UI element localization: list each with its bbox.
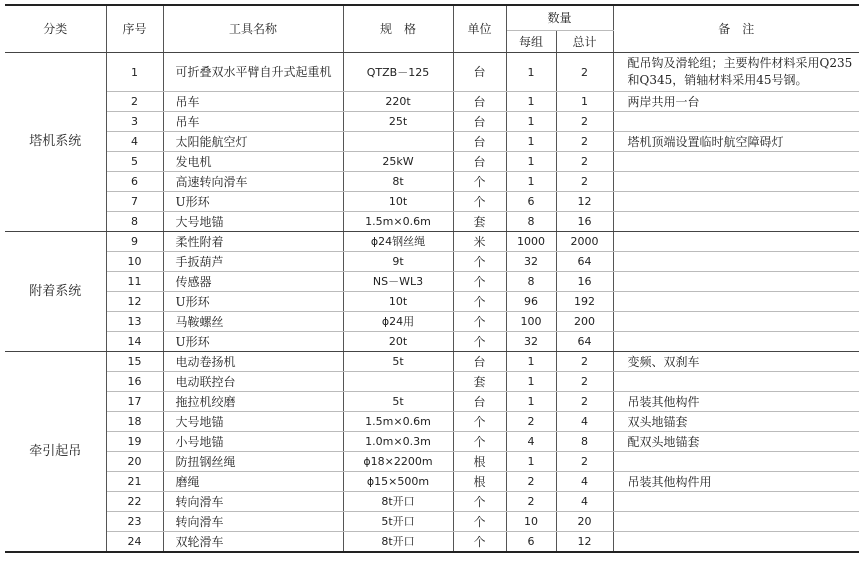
header-per-group: 每组 <box>506 31 556 53</box>
unit-cell: 套 <box>453 212 506 232</box>
remarks-cell: 两岸共用一台 <box>613 92 859 112</box>
seq-cell: 7 <box>106 192 163 212</box>
tool-name-cell: 小号地锚 <box>163 432 343 452</box>
total-cell: 16 <box>556 272 613 292</box>
spec-cell: 5t开口 <box>343 512 453 532</box>
tool-name-cell: 大号地锚 <box>163 212 343 232</box>
table-row <box>5 152 859 172</box>
per-group-cell: 4 <box>506 432 556 452</box>
unit-cell: 台 <box>453 53 506 92</box>
spec-cell: 10t <box>343 292 453 312</box>
table-row <box>5 232 859 252</box>
per-group-cell: 1 <box>506 352 556 372</box>
seq-cell: 4 <box>106 132 163 152</box>
seq-cell: 11 <box>106 272 163 292</box>
table-row <box>5 392 859 412</box>
tool-name-cell: 发电机 <box>163 152 343 172</box>
unit-cell: 个 <box>453 292 506 312</box>
tool-table-container <box>5 4 859 553</box>
spec-cell: ϕ18×2200m <box>343 452 453 472</box>
unit-cell: 台 <box>453 352 506 372</box>
remarks-cell <box>613 332 859 352</box>
category-cell: 塔机系统 <box>5 53 106 232</box>
total-cell: 2 <box>556 352 613 372</box>
remarks-cell: 吊装其他构件 <box>613 392 859 412</box>
table-row <box>5 272 859 292</box>
remarks-cell <box>613 312 859 332</box>
table-row <box>5 212 859 232</box>
table-row <box>5 472 859 492</box>
table-header <box>5 5 859 53</box>
tool-name-cell: 吊车 <box>163 92 343 112</box>
spec-cell: 1.5m×0.6m <box>343 212 453 232</box>
seq-cell: 18 <box>106 412 163 432</box>
remarks-cell <box>613 172 859 192</box>
unit-cell: 台 <box>453 112 506 132</box>
table-row <box>5 312 859 332</box>
remarks-cell: 配吊钩及滑轮组；主要构件材料采用Q235和Q345，销轴材料采用45号钢。 <box>613 53 859 92</box>
header-tool-name: 工具名称 <box>163 5 343 53</box>
per-group-cell: 2 <box>506 412 556 432</box>
remarks-cell <box>613 492 859 512</box>
spec-cell: 1.0m×0.3m <box>343 432 453 452</box>
spec-cell: 8t开口 <box>343 532 453 553</box>
seq-cell: 13 <box>106 312 163 332</box>
tool-name-cell: U形环 <box>163 192 343 212</box>
per-group-cell: 1000 <box>506 232 556 252</box>
tool-name-cell: 柔性附着 <box>163 232 343 252</box>
remarks-cell: 变频、双刹车 <box>613 352 859 372</box>
header-unit: 单位 <box>453 5 506 53</box>
total-cell: 2 <box>556 112 613 132</box>
seq-cell: 5 <box>106 152 163 172</box>
tool-name-cell: 磨绳 <box>163 472 343 492</box>
total-cell: 64 <box>556 252 613 272</box>
spec-cell: ϕ15×500m <box>343 472 453 492</box>
per-group-cell: 1 <box>506 53 556 92</box>
spec-cell: 25t <box>343 112 453 132</box>
per-group-cell: 10 <box>506 512 556 532</box>
per-group-cell: 6 <box>506 532 556 553</box>
seq-cell: 9 <box>106 232 163 252</box>
seq-cell: 22 <box>106 492 163 512</box>
total-cell: 12 <box>556 532 613 553</box>
spec-cell: 10t <box>343 192 453 212</box>
remarks-cell <box>613 252 859 272</box>
tool-name-cell: 高速转向滑车 <box>163 172 343 192</box>
tool-name-cell: 传感器 <box>163 272 343 292</box>
total-cell: 4 <box>556 472 613 492</box>
remarks-cell <box>613 452 859 472</box>
tool-name-cell: 马鞍螺丝 <box>163 312 343 332</box>
per-group-cell: 1 <box>506 392 556 412</box>
per-group-cell: 96 <box>506 292 556 312</box>
per-group-cell: 1 <box>506 452 556 472</box>
total-cell: 8 <box>556 432 613 452</box>
per-group-cell: 8 <box>506 212 556 232</box>
table-row <box>5 452 859 472</box>
unit-cell: 个 <box>453 532 506 553</box>
table-row <box>5 172 859 192</box>
tool-name-cell: 转向滑车 <box>163 512 343 532</box>
header-seq: 序号 <box>106 5 163 53</box>
per-group-cell: 100 <box>506 312 556 332</box>
total-cell: 2 <box>556 392 613 412</box>
tool-name-cell: 拖拉机绞磨 <box>163 392 343 412</box>
header-category: 分类 <box>5 5 106 53</box>
tool-name-cell: 防扭钢丝绳 <box>163 452 343 472</box>
table-row <box>5 132 859 152</box>
unit-cell: 台 <box>453 92 506 112</box>
tool-name-cell: 双轮滑车 <box>163 532 343 553</box>
per-group-cell: 1 <box>506 112 556 132</box>
unit-cell: 个 <box>453 252 506 272</box>
remarks-cell: 双头地锚套 <box>613 412 859 432</box>
remarks-cell <box>613 192 859 212</box>
table-row <box>5 92 859 112</box>
per-group-cell: 32 <box>506 252 556 272</box>
seq-cell: 12 <box>106 292 163 312</box>
unit-cell: 个 <box>453 332 506 352</box>
total-cell: 64 <box>556 332 613 352</box>
header-remarks: 备 注 <box>613 5 859 53</box>
remarks-cell <box>613 372 859 392</box>
remarks-cell <box>613 512 859 532</box>
header-quantity: 数量 <box>506 5 613 31</box>
per-group-cell: 6 <box>506 192 556 212</box>
total-cell: 200 <box>556 312 613 332</box>
seq-cell: 3 <box>106 112 163 132</box>
per-group-cell: 8 <box>506 272 556 292</box>
total-cell: 2 <box>556 172 613 192</box>
unit-cell: 台 <box>453 132 506 152</box>
seq-cell: 17 <box>106 392 163 412</box>
unit-cell: 米 <box>453 232 506 252</box>
tool-name-cell: 电动联控台 <box>163 372 343 392</box>
per-group-cell: 1 <box>506 372 556 392</box>
spec-cell: 5t <box>343 392 453 412</box>
table-row <box>5 432 859 452</box>
spec-cell: ϕ24用 <box>343 312 453 332</box>
unit-cell: 个 <box>453 492 506 512</box>
total-cell: 192 <box>556 292 613 312</box>
remarks-cell <box>613 212 859 232</box>
table-row <box>5 112 859 132</box>
total-cell: 4 <box>556 492 613 512</box>
spec-cell: 8t <box>343 172 453 192</box>
table-row <box>5 332 859 352</box>
per-group-cell: 1 <box>506 172 556 192</box>
table-row <box>5 252 859 272</box>
header-total: 总计 <box>556 31 613 53</box>
seq-cell: 1 <box>106 53 163 92</box>
per-group-cell: 2 <box>506 492 556 512</box>
total-cell: 2 <box>556 132 613 152</box>
spec-cell: 8t开口 <box>343 492 453 512</box>
total-cell: 12 <box>556 192 613 212</box>
unit-cell: 个 <box>453 312 506 332</box>
per-group-cell: 1 <box>506 132 556 152</box>
category-cell: 附着系统 <box>5 232 106 352</box>
per-group-cell: 1 <box>506 152 556 172</box>
spec-cell: 20t <box>343 332 453 352</box>
per-group-cell: 2 <box>506 472 556 492</box>
seq-cell: 19 <box>106 432 163 452</box>
per-group-cell: 1 <box>506 92 556 112</box>
tool-name-cell: 大号地锚 <box>163 412 343 432</box>
table-row <box>5 512 859 532</box>
per-group-cell: 32 <box>506 332 556 352</box>
category-cell: 牵引起吊 <box>5 352 106 553</box>
total-cell: 16 <box>556 212 613 232</box>
unit-cell: 个 <box>453 192 506 212</box>
spec-cell: ϕ24钢丝绳 <box>343 232 453 252</box>
seq-cell: 10 <box>106 252 163 272</box>
seq-cell: 23 <box>106 512 163 532</box>
remarks-cell: 吊装其他构件用 <box>613 472 859 492</box>
seq-cell: 24 <box>106 532 163 553</box>
tool-name-cell: U形环 <box>163 332 343 352</box>
total-cell: 2 <box>556 53 613 92</box>
unit-cell: 个 <box>453 272 506 292</box>
remarks-cell <box>613 232 859 252</box>
total-cell: 2000 <box>556 232 613 252</box>
unit-cell: 个 <box>453 412 506 432</box>
total-cell: 2 <box>556 452 613 472</box>
table-body <box>5 53 859 553</box>
unit-cell: 个 <box>453 512 506 532</box>
total-cell: 20 <box>556 512 613 532</box>
unit-cell: 个 <box>453 432 506 452</box>
total-cell: 2 <box>556 372 613 392</box>
seq-cell: 6 <box>106 172 163 192</box>
tool-name-cell: 手扳葫芦 <box>163 252 343 272</box>
tool-name-cell: 吊车 <box>163 112 343 132</box>
spec-cell: NS－WL3 <box>343 272 453 292</box>
unit-cell: 套 <box>453 372 506 392</box>
spec-cell: QTZB－125 <box>343 53 453 92</box>
seq-cell: 20 <box>106 452 163 472</box>
table-row <box>5 352 859 372</box>
remarks-cell <box>613 272 859 292</box>
spec-cell: 5t <box>343 352 453 372</box>
total-cell: 2 <box>556 152 613 172</box>
seq-cell: 21 <box>106 472 163 492</box>
table-row <box>5 192 859 212</box>
spec-cell <box>343 132 453 152</box>
total-cell: 1 <box>556 92 613 112</box>
seq-cell: 16 <box>106 372 163 392</box>
tool-name-cell: U形环 <box>163 292 343 312</box>
table-row <box>5 532 859 553</box>
tool-name-cell: 太阳能航空灯 <box>163 132 343 152</box>
remarks-cell: 塔机顶端设置临时航空障碍灯 <box>613 132 859 152</box>
spec-cell: 1.5m×0.6m <box>343 412 453 432</box>
table-row <box>5 412 859 432</box>
remarks-cell: 配双头地锚套 <box>613 432 859 452</box>
unit-cell: 根 <box>453 472 506 492</box>
tool-name-cell: 可折叠双水平臂自升式起重机 <box>163 53 343 92</box>
tool-table <box>5 4 859 553</box>
unit-cell: 台 <box>453 392 506 412</box>
spec-cell: 25kW <box>343 152 453 172</box>
seq-cell: 15 <box>106 352 163 372</box>
seq-cell: 8 <box>106 212 163 232</box>
unit-cell: 根 <box>453 452 506 472</box>
tool-name-cell: 电动卷扬机 <box>163 352 343 372</box>
table-row <box>5 372 859 392</box>
remarks-cell <box>613 532 859 553</box>
header-spec: 规 格 <box>343 5 453 53</box>
unit-cell: 台 <box>453 152 506 172</box>
remarks-cell <box>613 112 859 132</box>
spec-cell <box>343 372 453 392</box>
table-row <box>5 492 859 512</box>
total-cell: 4 <box>556 412 613 432</box>
unit-cell: 个 <box>453 172 506 192</box>
spec-cell: 220t <box>343 92 453 112</box>
seq-cell: 14 <box>106 332 163 352</box>
remarks-cell <box>613 292 859 312</box>
seq-cell: 2 <box>106 92 163 112</box>
table-row <box>5 292 859 312</box>
spec-cell: 9t <box>343 252 453 272</box>
tool-name-cell: 转向滑车 <box>163 492 343 512</box>
remarks-cell <box>613 152 859 172</box>
table-row <box>5 53 859 92</box>
